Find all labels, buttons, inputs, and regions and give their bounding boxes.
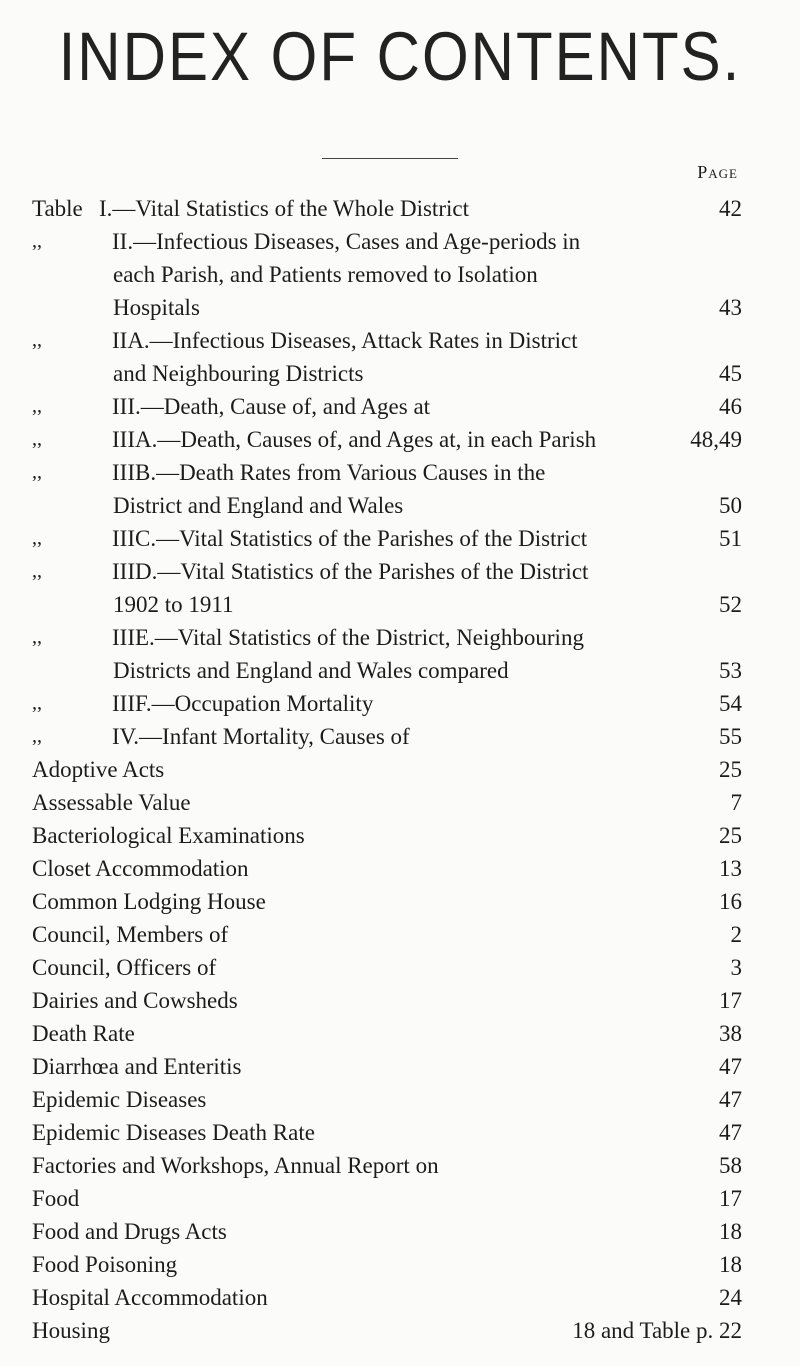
page-number: 24 bbox=[719, 1285, 742, 1310]
table-entry bbox=[32, 555, 742, 621]
title-divider bbox=[322, 158, 458, 159]
entry-text: Districts and England and Wales compared bbox=[113, 658, 509, 683]
entry-text: Hospitals bbox=[113, 295, 200, 320]
table-entry bbox=[32, 225, 742, 324]
page-number: 52 bbox=[719, 592, 742, 617]
entry-line bbox=[32, 456, 742, 489]
entry-text: Council, Officers of bbox=[32, 955, 217, 980]
entry-text: IV.—Infant Mortality, Causes of bbox=[112, 724, 410, 749]
page-number: 13 bbox=[719, 856, 742, 881]
entry-text: District and England and Wales bbox=[113, 493, 404, 518]
table-entry bbox=[32, 522, 742, 555]
page-number: 55 bbox=[719, 724, 742, 749]
subject-entry bbox=[32, 1017, 742, 1050]
entry-line bbox=[32, 423, 742, 456]
entry-text: Assessable Value bbox=[32, 790, 191, 815]
subject-entry bbox=[32, 984, 742, 1017]
entry-text: Council, Members of bbox=[32, 922, 229, 947]
entry-line bbox=[32, 522, 742, 555]
entry-line bbox=[32, 489, 742, 522]
entry-text: Epidemic Diseases bbox=[32, 1087, 207, 1112]
page-number: 18 and Table p. 22 bbox=[572, 1318, 742, 1343]
entry-text: Closet Accommodation bbox=[32, 856, 249, 881]
entry-line bbox=[32, 720, 742, 753]
page-number: 46 bbox=[719, 394, 742, 419]
page-number: 58 bbox=[719, 1153, 742, 1178]
entry-line bbox=[32, 225, 742, 258]
table-label: Table bbox=[32, 196, 83, 221]
entry-line bbox=[32, 192, 742, 225]
page-number: 17 bbox=[719, 1186, 742, 1211]
subject-entry bbox=[32, 1050, 742, 1083]
ditto-mark: ,, bbox=[32, 395, 42, 417]
subject-entry bbox=[32, 1116, 742, 1149]
entry-line bbox=[32, 357, 742, 390]
page-number: 47 bbox=[719, 1120, 742, 1145]
entry-text: Dairies and Cowsheds bbox=[32, 988, 238, 1013]
entry-text: Diarrhœa and Enteritis bbox=[32, 1054, 242, 1079]
index-entries bbox=[32, 192, 742, 1347]
entry-text: Hospital Accommodation bbox=[32, 1285, 268, 1310]
subject-entry bbox=[32, 918, 742, 951]
page-number: 48,49 bbox=[690, 427, 742, 452]
table-entry bbox=[32, 687, 742, 720]
entry-text: Food bbox=[32, 1186, 80, 1211]
page-number: 51 bbox=[719, 526, 742, 551]
table-entry bbox=[32, 456, 742, 522]
page-number: 2 bbox=[730, 922, 742, 947]
page-number: 25 bbox=[719, 757, 742, 782]
subject-entry bbox=[32, 819, 742, 852]
page-number: 7 bbox=[730, 790, 742, 815]
table-entry bbox=[32, 720, 742, 753]
table-entries bbox=[32, 192, 742, 753]
page-number: 3 bbox=[730, 955, 742, 980]
table-entry bbox=[32, 324, 742, 390]
subject-entry bbox=[32, 1314, 742, 1347]
entry-text: IIIF.—Occupation Mortality bbox=[112, 691, 374, 716]
page-column-heading: Page bbox=[697, 162, 738, 182]
subject-entry bbox=[32, 852, 742, 885]
entry-text: Housing bbox=[32, 1318, 110, 1343]
page-number: 38 bbox=[719, 1021, 742, 1046]
entry-line bbox=[32, 555, 742, 588]
page-number: 50 bbox=[719, 493, 742, 518]
page-number: 47 bbox=[719, 1054, 742, 1079]
page-number: 18 bbox=[719, 1252, 742, 1277]
entry-line bbox=[32, 654, 742, 687]
subject-entry bbox=[32, 951, 742, 984]
entry-line bbox=[32, 258, 742, 291]
subject-entry bbox=[32, 1215, 742, 1248]
subject-entry bbox=[32, 1248, 742, 1281]
entry-text: III.—Death, Cause of, and Ages at bbox=[112, 394, 431, 419]
ditto-mark: ,, bbox=[32, 527, 42, 549]
page-number: 43 bbox=[719, 295, 742, 320]
page-number: 54 bbox=[719, 691, 742, 716]
entry-line bbox=[32, 324, 742, 357]
entry-line bbox=[32, 621, 742, 654]
entry-text: Epidemic Diseases Death Rate bbox=[32, 1120, 315, 1145]
page-number: 42 bbox=[719, 196, 742, 221]
entry-text: 1902 to 1911 bbox=[113, 592, 234, 617]
entry-text: IIIC.—Vital Statistics of the Parishes of the District bbox=[112, 526, 588, 551]
entry-text: each Parish, and Patients removed to Isolation bbox=[113, 262, 538, 287]
page-number: 16 bbox=[719, 889, 742, 914]
entry-text: Adoptive Acts bbox=[32, 757, 165, 782]
entry-text: Food Poisoning bbox=[32, 1252, 178, 1277]
ditto-mark: ,, bbox=[32, 560, 42, 582]
ditto-mark: ,, bbox=[32, 329, 42, 351]
subject-entry bbox=[32, 1182, 742, 1215]
page-title: INDEX OF CONTENTS. bbox=[58, 17, 742, 96]
table-entry bbox=[32, 621, 742, 687]
entry-line bbox=[32, 291, 742, 324]
page-number: 47 bbox=[719, 1087, 742, 1112]
entry-text: IIIE.—Vital Statistics of the District, Neighbouring bbox=[112, 625, 584, 650]
entry-text: II.—Infectious Diseases, Cases and Age-periods in bbox=[112, 229, 581, 254]
subject-entry bbox=[32, 885, 742, 918]
ditto-mark: ,, bbox=[32, 428, 42, 450]
entry-text: IIIA.—Death, Causes of, and Ages at, in each Parish bbox=[112, 427, 597, 452]
ditto-mark: ,, bbox=[32, 461, 42, 483]
entry-text: and Neighbouring Districts bbox=[113, 361, 364, 386]
subject-entry bbox=[32, 786, 742, 819]
entry-text: Bacteriological Examinations bbox=[32, 823, 305, 848]
subject-entry bbox=[32, 1281, 742, 1314]
ditto-mark: ,, bbox=[32, 230, 42, 252]
entry-text: Death Rate bbox=[32, 1021, 135, 1046]
entry-text: IIA.—Infectious Diseases, Attack Rates in District bbox=[112, 328, 578, 353]
entry-text: IIID.—Vital Statistics of the Parishes of the District bbox=[112, 559, 589, 584]
subject-entries bbox=[32, 753, 742, 1347]
entry-line bbox=[32, 588, 742, 621]
entry-text: IIIB.—Death Rates from Various Causes in the bbox=[112, 460, 546, 485]
page-number: 18 bbox=[719, 1219, 742, 1244]
page-number: 17 bbox=[719, 988, 742, 1013]
table-entry bbox=[32, 423, 742, 456]
table-entry bbox=[32, 192, 742, 225]
entry-text: I.—Vital Statistics of the Whole District bbox=[99, 196, 469, 221]
subject-entry bbox=[32, 1149, 742, 1182]
page-number: 25 bbox=[719, 823, 742, 848]
ditto-mark: ,, bbox=[32, 725, 42, 747]
entry-line bbox=[32, 687, 742, 720]
entry-line bbox=[32, 390, 742, 423]
ditto-mark: ,, bbox=[32, 626, 42, 648]
table-entry bbox=[32, 390, 742, 423]
entry-text: Common Lodging House bbox=[32, 889, 266, 914]
page-number: 45 bbox=[719, 361, 742, 386]
subject-entry bbox=[32, 753, 742, 786]
page-number: 53 bbox=[719, 658, 742, 683]
entry-text: Factories and Workshops, Annual Report on bbox=[32, 1153, 439, 1178]
entry-text: Food and Drugs Acts bbox=[32, 1219, 227, 1244]
ditto-mark: ,, bbox=[32, 692, 42, 714]
subject-entry bbox=[32, 1083, 742, 1116]
